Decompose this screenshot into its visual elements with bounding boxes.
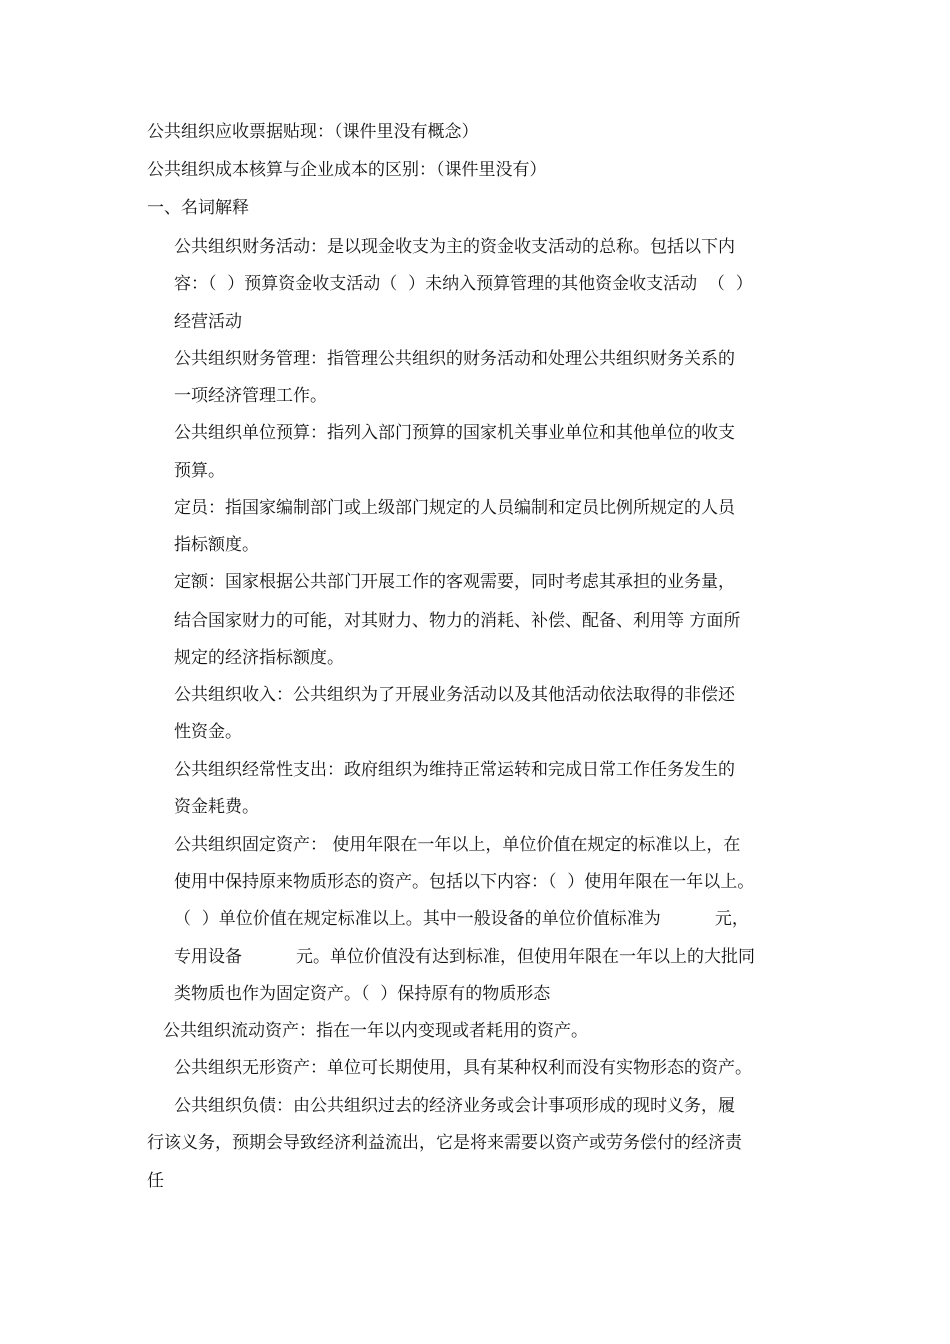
text-line: 公共组织经常性支出：政府组织为维持正常运转和完成日常工作任务发生的: [174, 760, 735, 780]
text-line: 类物质也作为固定资产。（ ）保持原有的物质形态: [174, 984, 551, 1004]
text-line: 指标额度。: [174, 535, 259, 555]
text-line: 公共组织收入：公共组织为了开展业务活动以及其他活动依法取得的非偿还: [174, 685, 735, 705]
text-line: 规定的经济指标额度。: [174, 648, 344, 668]
text-line: 预算。: [174, 461, 225, 481]
text-line: 专用设备 元。单位价值没有达到标准，但使用年限在一年以上的大批同: [174, 947, 756, 967]
text-line: （ ）单位价值在规定标准以上。其中一般设备的单位价值标准为 元，: [174, 909, 749, 929]
text-line: 定员：指国家编制部门或上级部门规定的人员编制和定员比例所规定的人员: [174, 498, 735, 518]
text-line: 公共组织无形资产：单位可长期使用，具有某种权利而没有实物形态的资产。: [174, 1058, 752, 1078]
text-line: 公共组织固定资产： 使用年限在一年以上，单位价值在规定的标准以上，在: [174, 835, 741, 855]
text-line: 性资金。: [174, 722, 242, 742]
text-line: 任: [147, 1171, 164, 1191]
text-line: 定额：国家根据公共部门开展工作的客观需要，同时考虑其承担的业务量，: [174, 572, 735, 592]
text-line: 公共组织流动资产：指在一年以内变现或者耗用的资产。: [163, 1021, 588, 1041]
text-line: 结合国家财力的可能，对其财力、物力的消耗、补偿、配备、利用等 方面所: [174, 611, 741, 631]
text-line: 公共组织单位预算：指列入部门预算的国家机关事业单位和其他单位的收支: [174, 423, 735, 443]
text-line: 资金耗费。: [174, 797, 259, 817]
text-line: 使用中保持原来物质形态的资产。包括以下内容：（ ）使用年限在一年以上。: [174, 872, 755, 892]
text-line: 公共组织成本核算与企业成本的区别：（课件里没有）: [147, 160, 547, 180]
text-line: 公共组织应收票据贴现：（课件里没有概念）: [147, 122, 479, 142]
text-line: 一项经济管理工作。: [174, 386, 327, 406]
text-line: 行该义务，预期会导致经济利益流出，它是将来需要以资产或劳务偿付的经济责: [147, 1133, 742, 1153]
text-line: 容：（ ）预算资金收支活动（ ）未纳入预算管理的其他资金收支活动 （ ）: [174, 274, 753, 294]
text-line: 公共组织财务管理：指管理公共组织的财务活动和处理公共组织财务关系的: [174, 349, 735, 369]
section-heading: 一、名词解释: [147, 198, 249, 218]
text-line: 公共组织负债：由公共组织过去的经济业务或会计事项形成的现时义务，履: [174, 1096, 735, 1116]
text-line: 经营活动: [174, 312, 242, 332]
text-line: 公共组织财务活动：是以现金收支为主的资金收支活动的总称。包括以下内: [174, 237, 735, 257]
